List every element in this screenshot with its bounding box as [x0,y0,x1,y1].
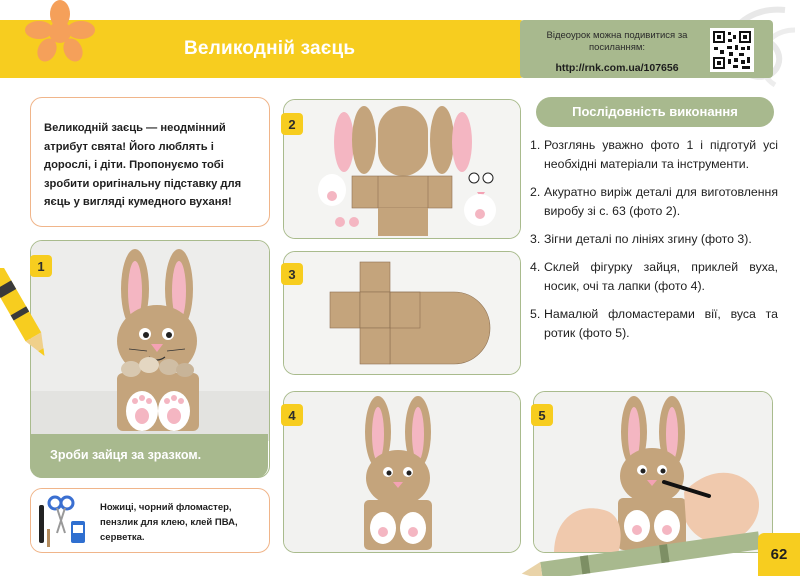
step-number: 3. [530,232,541,246]
step-number: 2. [530,185,541,199]
step-text: Акуратно виріж деталі для виготовлення виробу зі с. 63 (фото 2). [544,185,778,218]
page-title: Великодній заєць [184,38,356,59]
step-text: Намалюй фломастерами вії, вуса та ротик (фото 5). [544,307,778,340]
step-text: Зігни деталі по лініях згину (фото 3). [544,232,752,246]
cut-parts-photo [284,100,521,239]
photo-4-card [283,391,521,553]
sequence-title: Послідовність виконання [572,104,738,119]
glued-bunny-photo [284,392,521,553]
drawing-face-photo [534,392,773,553]
photo-1-number: 1 [30,255,52,277]
step-item [530,230,778,249]
photo-5-card [533,391,773,553]
step-number: 5. [530,307,541,321]
photo-4-number: 4 [281,404,303,426]
page-number: 62 [758,533,800,576]
step-item [530,183,778,221]
qr-code-icon[interactable] [710,28,754,72]
step-number: 4. [530,260,541,274]
tools-photo [31,489,95,551]
photo-1-caption: Зроби зайця за зразком. [50,448,202,462]
photo-3-card [283,251,521,375]
flower-decoration [25,0,95,62]
sequence-steps-list [530,136,778,352]
tools-text: Ножиці, чорний фломастер, пензлик для клею, клей ПВА, серветка. [100,502,238,543]
step-number: 1. [530,138,541,152]
photo-2-number: 2 [281,113,303,135]
photo-5-number: 5 [531,404,553,426]
step-text: Склей фігурку зайця, приклей вуха, носик, очі та лапки (фото 4). [544,260,778,293]
finished-bunny-photo [31,241,270,441]
folded-parts-photo [284,252,521,375]
video-lesson-link[interactable]: http://rnk.com.ua/107656 [555,62,679,74]
step-item [530,136,778,174]
intro-text: Великодній заєць — неодмінний атрибут свята! Його люблять і дорослі, і діти. Пропонуємо тобі зробити оригінальну підставку для яєць у вигляді кумедного вуханя! [44,122,242,208]
step-item [530,305,778,343]
video-lesson-text: Відеоурок можна подивитися за посиланням: [546,30,688,53]
photo-2-card [283,99,521,239]
pencil-left-decoration [0,268,52,368]
photo-3-number: 3 [281,263,303,285]
step-text: Розглянь уважно фото 1 і підготуй усі необхідні матеріали та інструменти. [544,138,778,171]
step-item [530,258,778,296]
pencil-bottom-decoration [520,530,760,576]
